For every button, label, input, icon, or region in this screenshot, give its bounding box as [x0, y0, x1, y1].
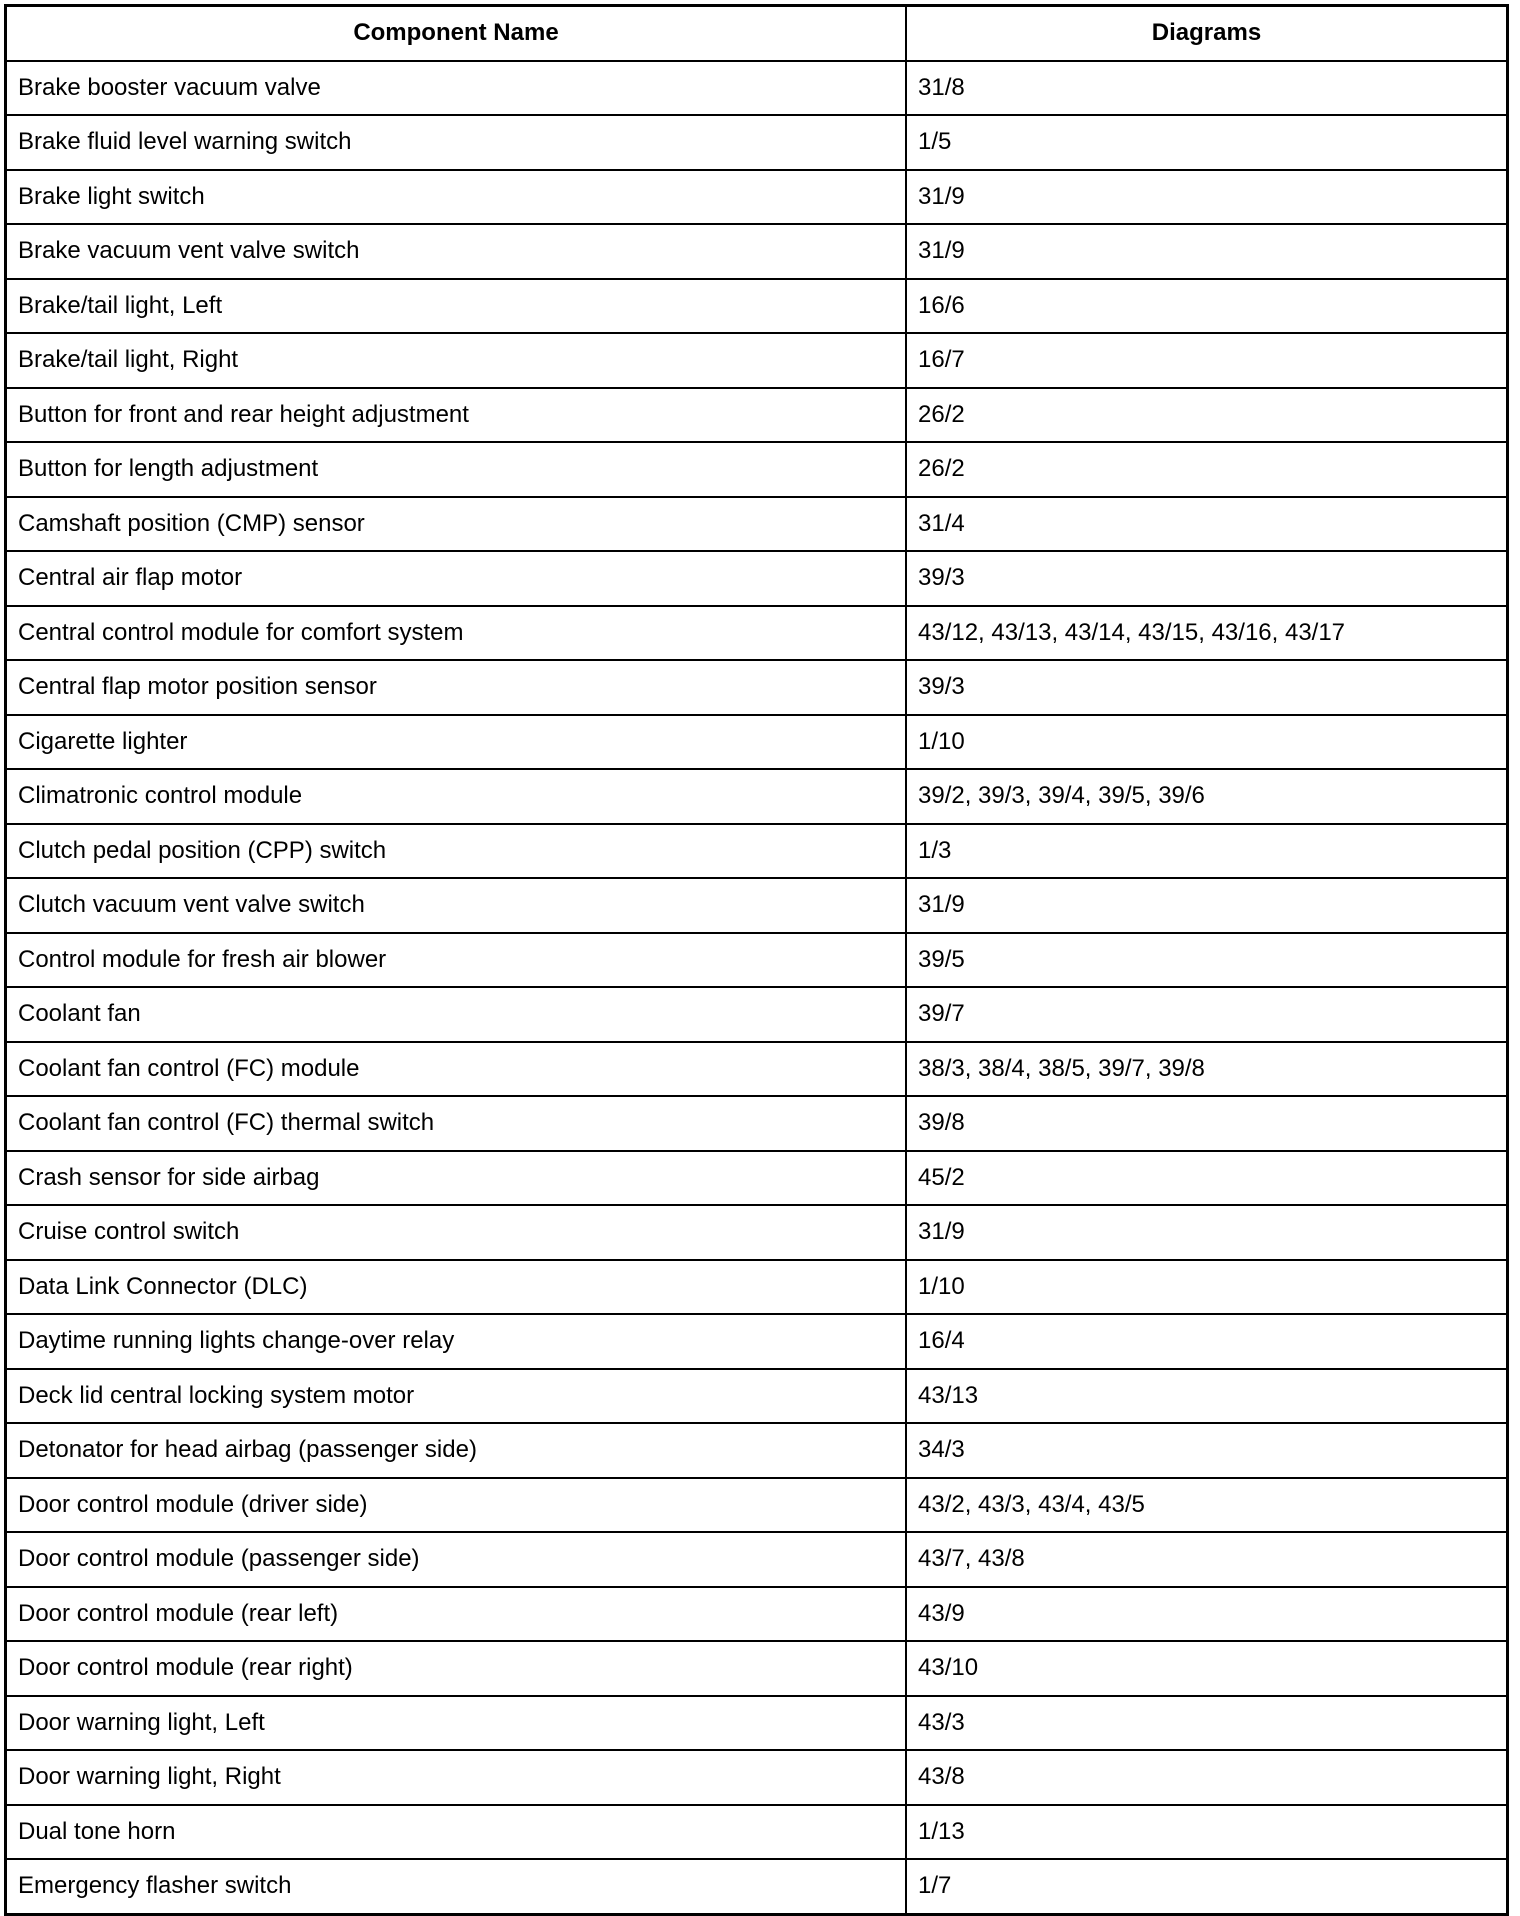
diagrams-cell: 43/13	[906, 1369, 1506, 1424]
diagrams-cell: 1/10	[906, 1260, 1506, 1315]
table-row	[7, 1641, 1506, 1696]
component-name-cell: Central control module for comfort system	[7, 606, 906, 661]
table-row	[7, 1532, 1506, 1587]
diagrams-cell: 31/4	[906, 497, 1506, 552]
table-row	[7, 1587, 1506, 1642]
diagrams-cell: 43/3	[906, 1696, 1506, 1751]
component-name-cell: Cigarette lighter	[7, 715, 906, 770]
component-name-cell: Door control module (rear left)	[7, 1587, 906, 1642]
component-name-cell: Coolant fan control (FC) thermal switch	[7, 1096, 906, 1151]
component-name-cell: Door control module (passenger side)	[7, 1532, 906, 1587]
table-row	[7, 660, 1506, 715]
table-row	[7, 224, 1506, 279]
diagrams-cell: 1/5	[906, 115, 1506, 170]
component-name-cell: Central flap motor position sensor	[7, 660, 906, 715]
component-name-cell: Brake fluid level warning switch	[7, 115, 906, 170]
component-name-cell: Central air flap motor	[7, 551, 906, 606]
diagrams-cell: 16/6	[906, 279, 1506, 334]
component-name-cell: Clutch pedal position (CPP) switch	[7, 824, 906, 879]
table-row	[7, 388, 1506, 443]
table-row	[7, 170, 1506, 225]
diagrams-cell: 26/2	[906, 388, 1506, 443]
table-row	[7, 715, 1506, 770]
component-name-cell: Brake booster vacuum valve	[7, 61, 906, 116]
table-row	[7, 551, 1506, 606]
table-row	[7, 61, 1506, 116]
diagrams-cell: 31/9	[906, 1205, 1506, 1260]
table-row	[7, 1369, 1506, 1424]
component-name-cell: Coolant fan control (FC) module	[7, 1042, 906, 1097]
diagrams-cell: 1/7	[906, 1859, 1506, 1913]
header-diagrams: Diagrams	[906, 7, 1506, 61]
table-row	[7, 1096, 1506, 1151]
table-row	[7, 1859, 1506, 1913]
component-name-cell: Control module for fresh air blower	[7, 933, 906, 988]
component-name-cell: Button for length adjustment	[7, 442, 906, 497]
component-name-cell: Data Link Connector (DLC)	[7, 1260, 906, 1315]
diagrams-cell: 39/5	[906, 933, 1506, 988]
component-name-cell: Daytime running lights change-over relay	[7, 1314, 906, 1369]
table-row	[7, 442, 1506, 497]
component-diagram-table	[7, 7, 1506, 1913]
diagrams-cell: 38/3, 38/4, 38/5, 39/7, 39/8	[906, 1042, 1506, 1097]
diagrams-cell: 1/3	[906, 824, 1506, 879]
diagrams-cell: 16/4	[906, 1314, 1506, 1369]
component-name-cell: Dual tone horn	[7, 1805, 906, 1860]
table-row	[7, 1805, 1506, 1860]
component-name-cell: Emergency flasher switch	[7, 1859, 906, 1913]
table-row	[7, 333, 1506, 388]
component-name-cell: Deck lid central locking system motor	[7, 1369, 906, 1424]
diagrams-cell: 31/9	[906, 878, 1506, 933]
component-name-cell: Brake/tail light, Left	[7, 279, 906, 334]
diagrams-cell: 45/2	[906, 1151, 1506, 1206]
diagrams-cell: 31/8	[906, 61, 1506, 116]
table-row	[7, 1042, 1506, 1097]
diagrams-cell: 43/12, 43/13, 43/14, 43/15, 43/16, 43/17	[906, 606, 1506, 661]
component-name-cell: Door control module (rear right)	[7, 1641, 906, 1696]
component-name-cell: Crash sensor for side airbag	[7, 1151, 906, 1206]
diagrams-cell: 39/2, 39/3, 39/4, 39/5, 39/6	[906, 769, 1506, 824]
table-row	[7, 824, 1506, 879]
component-name-cell: Door warning light, Right	[7, 1750, 906, 1805]
table-row	[7, 1205, 1506, 1260]
component-name-cell: Camshaft position (CMP) sensor	[7, 497, 906, 552]
table-row	[7, 1478, 1506, 1533]
diagrams-cell: 43/8	[906, 1750, 1506, 1805]
component-name-cell: Door control module (driver side)	[7, 1478, 906, 1533]
diagrams-cell: 1/10	[906, 715, 1506, 770]
diagrams-cell: 39/7	[906, 987, 1506, 1042]
table-row	[7, 115, 1506, 170]
header-component-name: Component Name	[7, 7, 906, 61]
table-body	[7, 61, 1506, 1913]
diagrams-cell: 43/9	[906, 1587, 1506, 1642]
component-name-cell: Brake light switch	[7, 170, 906, 225]
component-name-cell: Climatronic control module	[7, 769, 906, 824]
diagrams-cell: 16/7	[906, 333, 1506, 388]
table-row	[7, 497, 1506, 552]
table-row	[7, 606, 1506, 661]
component-name-cell: Brake/tail light, Right	[7, 333, 906, 388]
table-row	[7, 987, 1506, 1042]
diagrams-cell: 39/3	[906, 551, 1506, 606]
component-name-cell: Coolant fan	[7, 987, 906, 1042]
table-row	[7, 1314, 1506, 1369]
table-row	[7, 1696, 1506, 1751]
diagrams-cell: 34/3	[906, 1423, 1506, 1478]
table-row	[7, 1750, 1506, 1805]
component-name-cell: Brake vacuum vent valve switch	[7, 224, 906, 279]
diagrams-cell: 1/13	[906, 1805, 1506, 1860]
diagrams-cell: 31/9	[906, 170, 1506, 225]
diagrams-cell: 43/10	[906, 1641, 1506, 1696]
table-row	[7, 878, 1506, 933]
diagrams-cell: 43/7, 43/8	[906, 1532, 1506, 1587]
table-row	[7, 769, 1506, 824]
component-name-cell: Door warning light, Left	[7, 1696, 906, 1751]
component-name-cell: Detonator for head airbag (passenger side)	[7, 1423, 906, 1478]
diagrams-cell: 43/2, 43/3, 43/4, 43/5	[906, 1478, 1506, 1533]
table-row	[7, 1151, 1506, 1206]
diagrams-cell: 39/3	[906, 660, 1506, 715]
table-row	[7, 933, 1506, 988]
table-row	[7, 1423, 1506, 1478]
component-name-cell: Clutch vacuum vent valve switch	[7, 878, 906, 933]
diagrams-cell: 31/9	[906, 224, 1506, 279]
table-row	[7, 1260, 1506, 1315]
component-name-cell: Button for front and rear height adjustment	[7, 388, 906, 443]
component-name-cell: Cruise control switch	[7, 1205, 906, 1260]
table-row	[7, 279, 1506, 334]
component-diagram-table-container	[4, 4, 1509, 1916]
table-header-row	[7, 7, 1506, 61]
diagrams-cell: 26/2	[906, 442, 1506, 497]
diagrams-cell: 39/8	[906, 1096, 1506, 1151]
